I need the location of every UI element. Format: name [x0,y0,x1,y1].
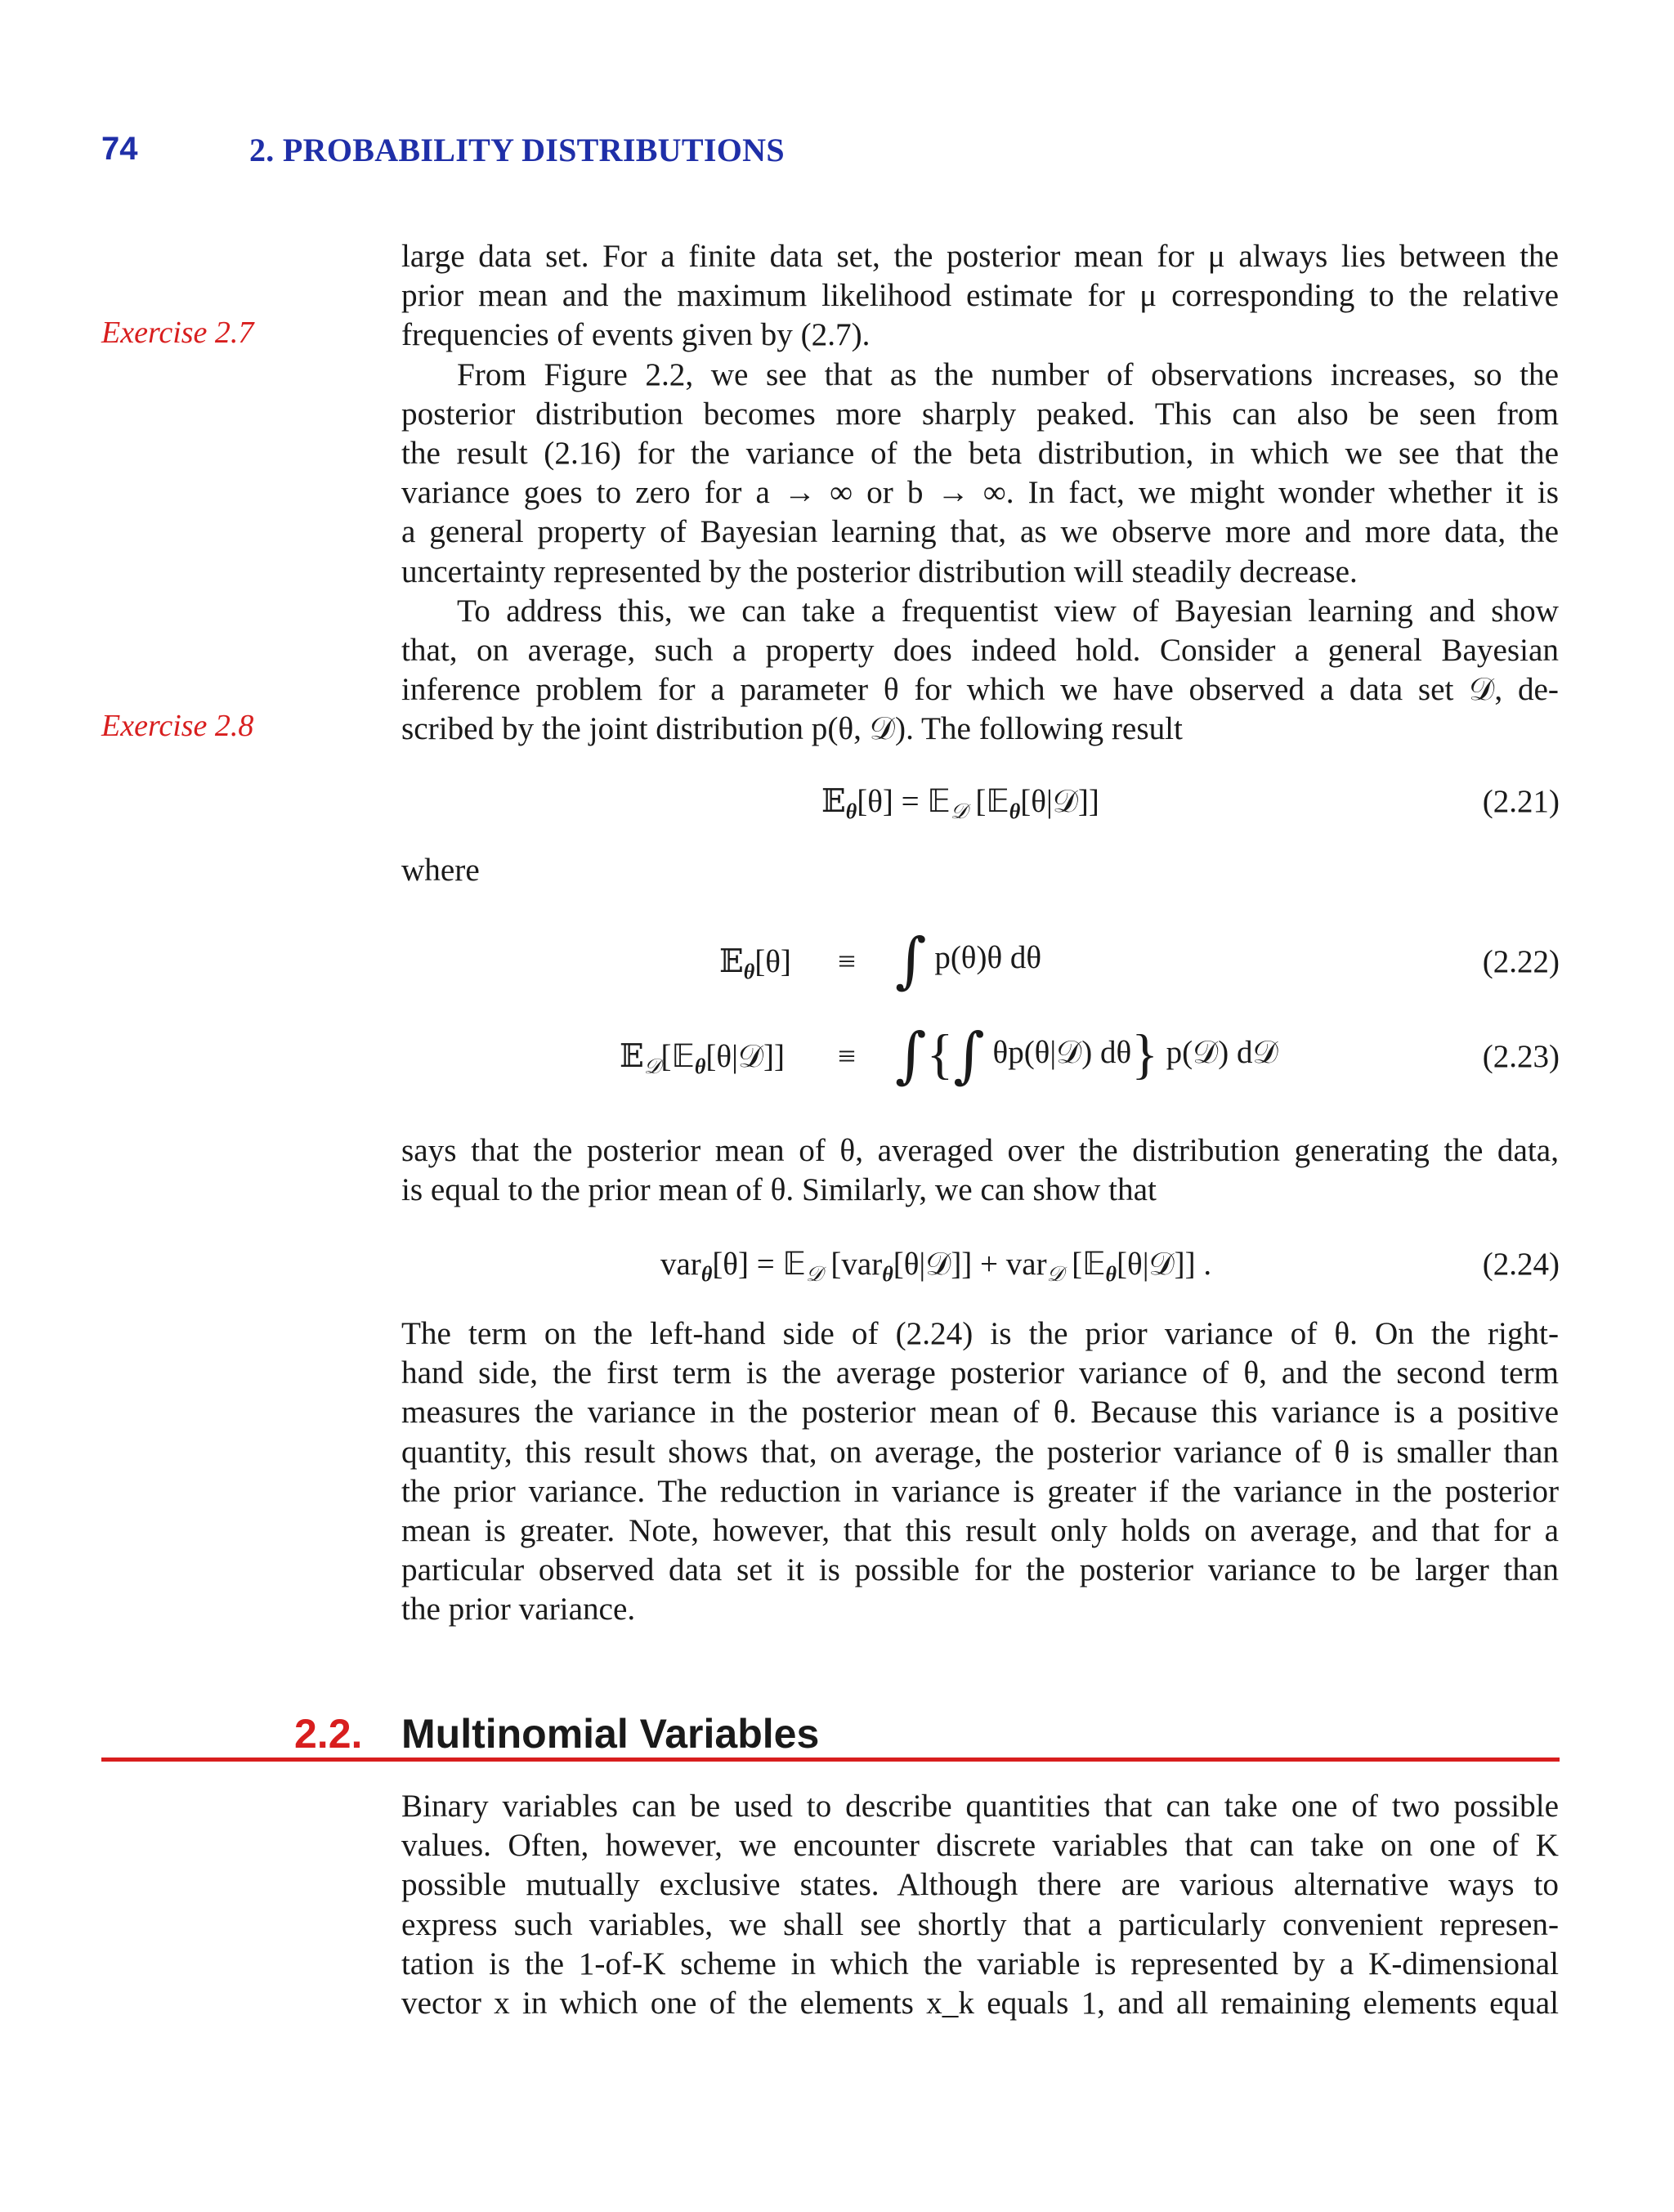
section-title: Multinomial Variables [401,1711,820,1757]
text-line: tation is the 1-of-K scheme in which the variable is represented by a K-dimensional [401,1946,1559,1981]
text-line: the prior variance. The reduction in variance is greater if the variance in the posterior [401,1473,1559,1509]
text-line: posterior distribution becomes more sharply peaked. This can also be seen from [401,396,1559,432]
text-line: the prior variance. [401,1592,636,1628]
equation-number-2-22: (2.22) [1482,944,1560,979]
margin-note-exercise-2-7: Exercise 2.7 [101,316,254,350]
section-divider [101,1758,1560,1762]
paragraph-4 [401,1131,1559,1210]
equation-2-23-rhs: ∫{∫ θp(θ|𝒟) dθ} p(𝒟) d𝒟 [895,1020,1278,1090]
text-line: Binary variables can be used to describe quantities that can take one of two possible [401,1789,1559,1824]
equation-number-2-24: (2.24) [1482,1247,1560,1282]
paragraph-3 [401,592,1559,750]
equation-2-21: 𝔼$_\theta$[θ] = 𝔼$_𝒟$ [𝔼$_\theta$[θ|𝒟]] [821,783,1099,824]
paragraph-1 [401,237,1559,356]
text-line: is equal to the prior mean of θ. Similarly, we can show that [401,1172,1157,1208]
paragraph-6 [401,1787,1559,2023]
text-line: quantity, this result shows that, on average, the posterior variance of θ is smaller than [401,1434,1559,1470]
integral-sign: ∫ [895,1020,927,1090]
text-line: To address this, we can take a frequentist view of Bayesian learning and show [457,593,1559,629]
page-number: 74 [101,131,138,167]
text-line: large data set. For a finite data set, the posterior mean for μ always lies between the [401,239,1559,274]
text-line: that, on average, such a property does indeed hold. Consider a general Bayesian [401,632,1559,668]
text-line: frequencies of events given by (2.7). [401,317,871,353]
brace-open: { [926,1023,954,1085]
text-line: hand side, the first term is the average posterior variance of θ, and the second term [401,1355,1559,1391]
text-line: vector x in which one of the elements x_k equals 1, and all remaining elements equal [401,1985,1559,2021]
where-label: where [401,853,480,888]
text-line: uncertainty represented by the posterior distribution will steadily decrease. [401,553,1358,589]
text-line: values. Often, however, we encounter discrete variables that can take on one of K [401,1828,1559,1864]
text-line: variance goes to zero for a → ∞ or b → ∞. In fact, we might wonder whether it is [401,475,1559,511]
equation-number-2-23: (2.23) [1482,1039,1560,1074]
section-number: 2.2. [294,1711,363,1757]
paragraph-5 [401,1314,1559,1630]
chapter-title: 2. PROBABILITY DISTRIBUTIONS [249,132,785,168]
equation-2-22-rhs: ∫ p(θ)θ dθ [895,925,1042,996]
text-line: the result (2.16) for the variance of the beta distribution, in which we see that the [401,435,1559,471]
text-line: From Figure 2.2, we see that as the number of observations increases, so the [457,356,1559,392]
text-line: The term on the left-hand side of (2.24) is the prior variance of θ. On the right- [401,1316,1559,1351]
equation-number-2-21: (2.21) [1482,784,1560,819]
text-line: mean is greater. Note, however, that this result only holds on average, and that for a [401,1512,1559,1548]
equation-2-22-relation: ≡ [838,944,856,979]
brace-close: } [1131,1023,1158,1085]
text-line: possible mutually exclusive states. Although there are various alternative ways to [401,1867,1559,1903]
equation-2-22-lhs: 𝔼$_\theta$[θ] [719,943,791,983]
text-line: inference problem for a parameter θ for which we have observed a data set 𝒟, de- [401,672,1559,708]
text-line: a general property of Bayesian learning that, as we observe more and more data, the [401,514,1559,550]
text-line: scribed by the joint distribution p(θ, 𝒟). The following result [401,711,1183,747]
margin-note-exercise-2-8: Exercise 2.8 [101,709,254,743]
text-line: measures the variance in the posterior mean of θ. Because this variance is a positive [401,1395,1559,1431]
text-line: says that the posterior mean of θ, averaged over the distribution generating the data, [401,1133,1559,1168]
paragraph-2 [401,356,1559,592]
text-line: prior mean and the maximum likelihood estimate for μ corresponding to the relative [401,278,1559,314]
integral-sign: ∫ [953,1020,985,1090]
text-line: express such variables, we shall see shortly that a particularly convenient represen- [401,1906,1559,1942]
equation-2-23-relation: ≡ [838,1039,856,1074]
text-line: particular observed data set it is possible for the posterior variance to be larger than [401,1552,1559,1588]
equation-2-24: var$_\theta$[θ] = 𝔼$_𝒟$ [var$_\theta$[θ|𝒟]] + var$_𝒟$ [𝔼$_\theta$[θ|𝒟]] . [660,1247,1212,1287]
equation-2-23-lhs: 𝔼$_𝒟$[𝔼$_\theta$[θ|𝒟]] [620,1038,785,1079]
integral-sign: ∫ [895,925,927,996]
